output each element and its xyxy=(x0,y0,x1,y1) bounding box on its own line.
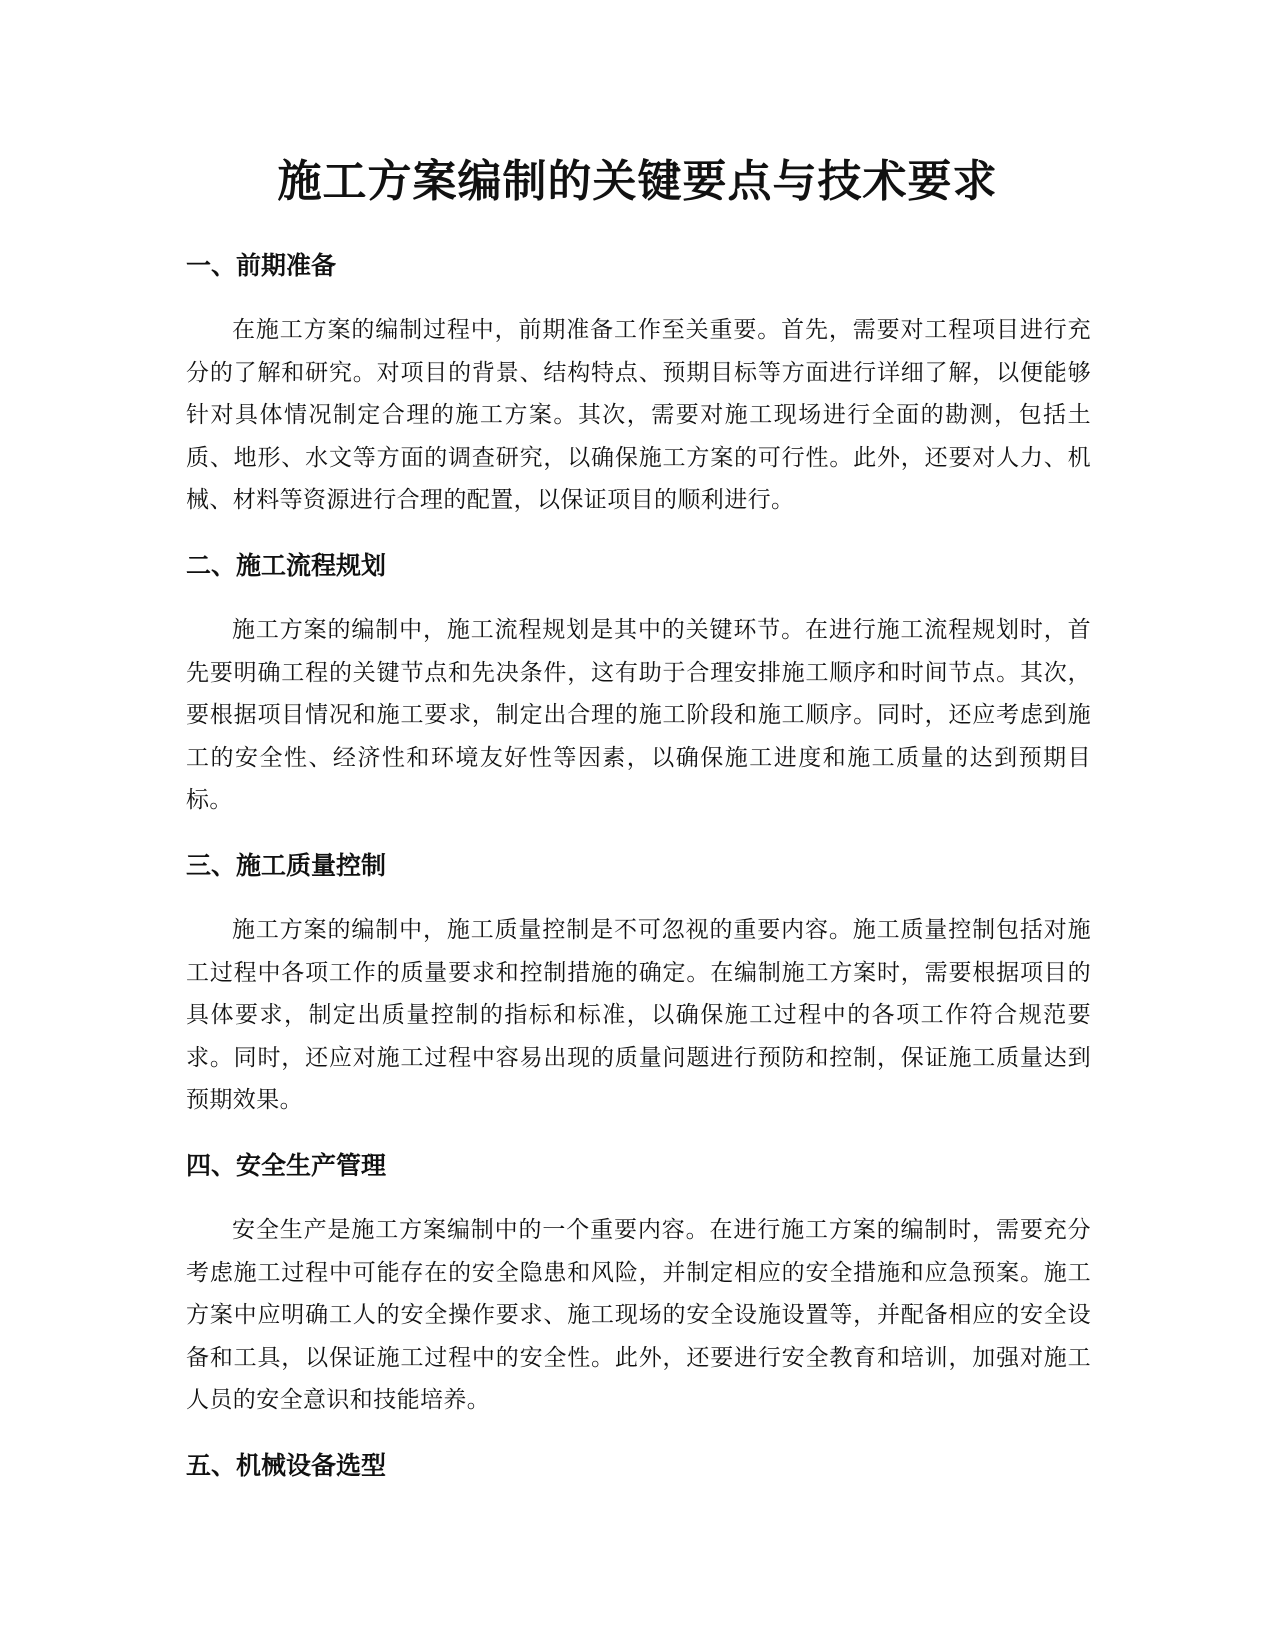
section-quality-control xyxy=(186,848,1091,1122)
section-heading: 一、前期准备 xyxy=(186,251,337,280)
section-process-planning xyxy=(186,548,1091,822)
section-heading: 三、施工质量控制 xyxy=(186,851,387,880)
section-heading: 五、机械设备选型 xyxy=(186,1451,387,1480)
section-body: 施工方案的编制中，施工质量控制是不可忽视的重要内容。施工质量控制包括对施工过程中各项工作的质量要求和控制措施的确定。在编制施工方案时，需要根据项目的具体要求，制定出质量控制的指标和标准，以确保施工过程中的各项工作符合规范要求。同时，还应对施工过程中容易出现的质量问题进行预防和控制，保证施工质量达到预期效果。 xyxy=(186,917,1091,1113)
section-heading: 二、施工流程规划 xyxy=(186,551,387,580)
section-preparation xyxy=(186,248,1091,522)
section-heading: 四、安全生产管理 xyxy=(186,1151,387,1180)
section-body: 安全生产是施工方案编制中的一个重要内容。在进行施工方案的编制时，需要充分考虑施工过程中可能存在的安全隐患和风险，并制定相应的安全措施和应急预案。施工方案中应明确工人的安全操作要求、施工现场的安全设施设置等，并配备相应的安全设备和工具，以保证施工过程中的安全性。此外，还要进行安全教育和培训，加强对施工人员的安全意识和技能培养。 xyxy=(186,1217,1091,1413)
section-safety-management xyxy=(186,1148,1091,1422)
section-body: 在施工方案的编制过程中，前期准备工作至关重要。首先，需要对工程项目进行充分的了解和研究。对项目的背景、结构特点、预期目标等方面进行详细了解，以便能够针对具体情况制定合理的施工方案。其次，需要对施工现场进行全面的勘测，包括土质、地形、水文等方面的调查研究，以确保施工方案的可行性。此外，还要对人力、机械、材料等资源进行合理的配置，以保证项目的顺利进行。 xyxy=(186,317,1091,513)
section-equipment-selection xyxy=(186,1448,1091,1484)
document-title: 施工方案编制的关键要点与技术要求 xyxy=(277,156,998,207)
section-body: 施工方案的编制中，施工流程规划是其中的关键环节。在进行施工流程规划时，首先要明确工程的关键节点和先决条件，这有助于合理安排施工顺序和时间节点。其次，要根据项目情况和施工要求，制定出合理的施工阶段和施工顺序。同时，还应考虑到施工的安全性、经济性和环境友好性等因素，以确保施工进度和施工质量的达到预期目标。 xyxy=(186,617,1091,813)
